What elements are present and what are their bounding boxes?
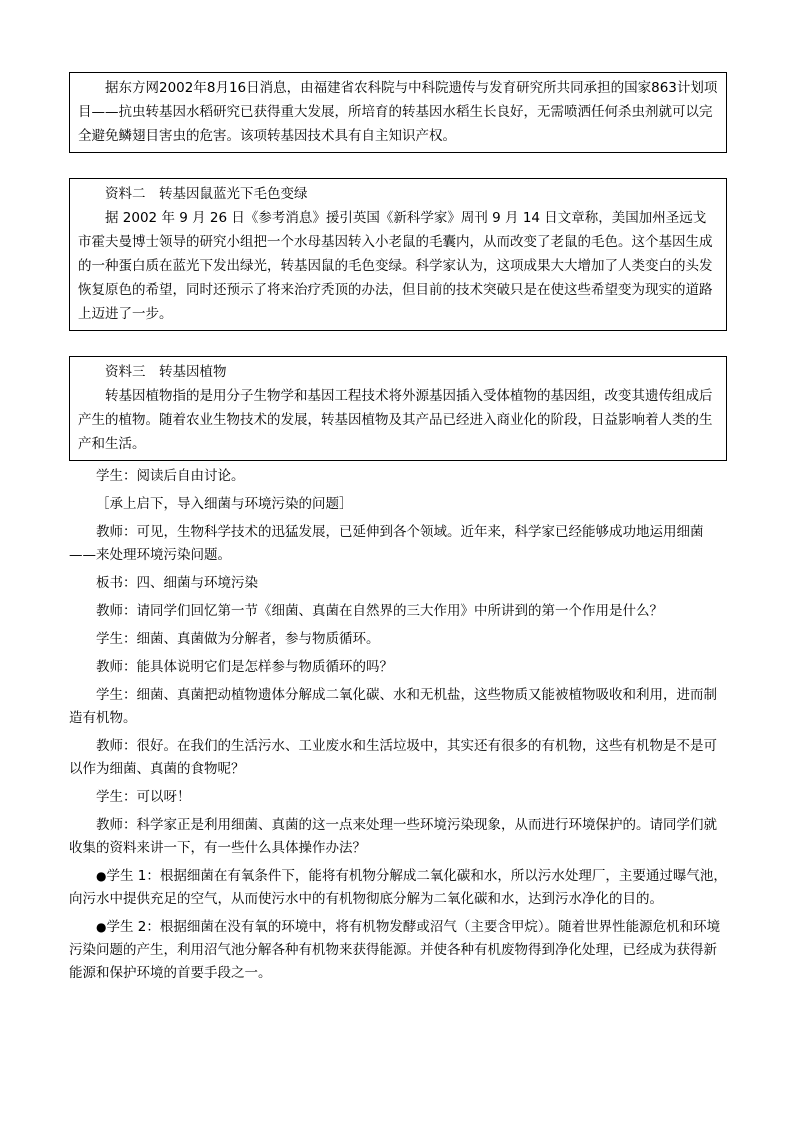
dialog-line: 教师：请同学们回忆第一节《细菌、真菌在自然界的三大作用》中所讲到的第一个作用是什么？ (96, 603, 663, 619)
material-box-1 (69, 72, 727, 153)
dialog-line: 教师：很好。在我们的生活污水、工业废水和生活垃圾中，其实还有很多的有机物，这些有机物是不是可以作为细菌、真菌的食物呢？ (69, 738, 717, 777)
dialog-line: 教师：可见，生物科学技术的迅猛发展，已延伸到各个领域。近年来，科学家已经能够成功地运用细菌——来处理环境污染问题。 (69, 524, 704, 563)
bullet-icon: ● (96, 920, 107, 934)
classroom-dialog (69, 465, 727, 985)
dialog-line: 学生：细菌、真菌把动植物遗体分解成二氧化碳、水和无机盐，这些物质又能被植物吸收和利用，进而制造有机物。 (69, 687, 717, 726)
dialog-line: 教师：科学家正是利用细菌、真菌的这一点来处理一些环境污染现象，从而进行环境保护的。请同学们就收集的资料来讲一下，有一些什么具体操作办法？ (69, 817, 717, 856)
dialog-line: ●学生 1：根据细菌在有氧条件下，能将有机物分解成二氧化碳和水，所以污水处理厂，主要通过曝气池，向污水中提供充足的空气，从而使污水中的有机物彻底分解为二氧化碳和水，达到污水净化的目的。 (69, 868, 727, 907)
bullet-icon: ● (96, 869, 107, 883)
dialog-line: ●学生 2：根据细菌在没有氧的环境中，将有机物发酵或沼气（主要含甲烷）。随着世界性能源危机和环境污染问题的产生，利用沼气池分解各种有机物来获得能源。并使各种有机废物得到净化处理，已经成为获得新能源和保护环境的首要手段之一。 (69, 919, 721, 981)
material-2-title: 资料二 转基因鼠蓝光下毛色变绿 (105, 186, 308, 202)
dialog-line: 学生：细菌、真菌做为分解者，参与物质循环。 (96, 631, 380, 647)
dialog-line: 教师：能具体说明它们是怎样参与物质循环的吗？ (96, 659, 393, 675)
material-2-text: 据 2002 年 9 月 26 日《参考消息》援引英国《新科学家》周刊 9 月 14 日文章称，美国加州圣远戈市霍夫曼博士领导的研究小组把一个水母基因转入小老鼠的毛囊内，从而改变了老鼠的毛色。这个基因生成的一种蛋白质在蓝光下发出绿光，转基因鼠的毛色变绿。科学家认为，这项成果大大增加了人类变白的头发恢复原色的希望，同时还预示了将来治疗秃顶的办法，但目前的技术突破只是在使这些希望变为现实的道路上迈进了一步。 (78, 210, 713, 322)
material-3-title: 资料三 转基因植物 (105, 364, 227, 380)
dialog-line: 学生：可以呀！ (96, 789, 191, 805)
dialog-line: 学生：阅读后自由讨论。 (96, 468, 245, 484)
material-3-text: 转基因植物指的是用分子生物学和基因工程技术将外源基因插入受体植物的基因组，改变其遗传组成后产生的植物。随着农业生物技术的发展，转基因植物及其产品已经进入商业化的阶段，日益影响着人类的生产和生活。 (78, 388, 713, 452)
dialog-line: ［承上启下，导入细菌与环境污染的问题］ (96, 496, 353, 512)
dialog-line: 板书：四、细菌与环境污染 (96, 575, 258, 591)
material-box-2 (69, 178, 727, 331)
document-page (69, 72, 727, 985)
material-1-text: 据东方网2002年8月16日消息，由福建省农科院与中科院遗传与发育研究所共同承担的国家863计划项目——抗虫转基因水稻研究已获得重大发展，所培育的转基因水稻生长良好，无需喷洒任何杀虫剂就可以完全避免鳞翅目害虫的危害。该项转基因技术具有自主知识产权。 (78, 80, 718, 144)
material-box-3 (69, 356, 727, 461)
